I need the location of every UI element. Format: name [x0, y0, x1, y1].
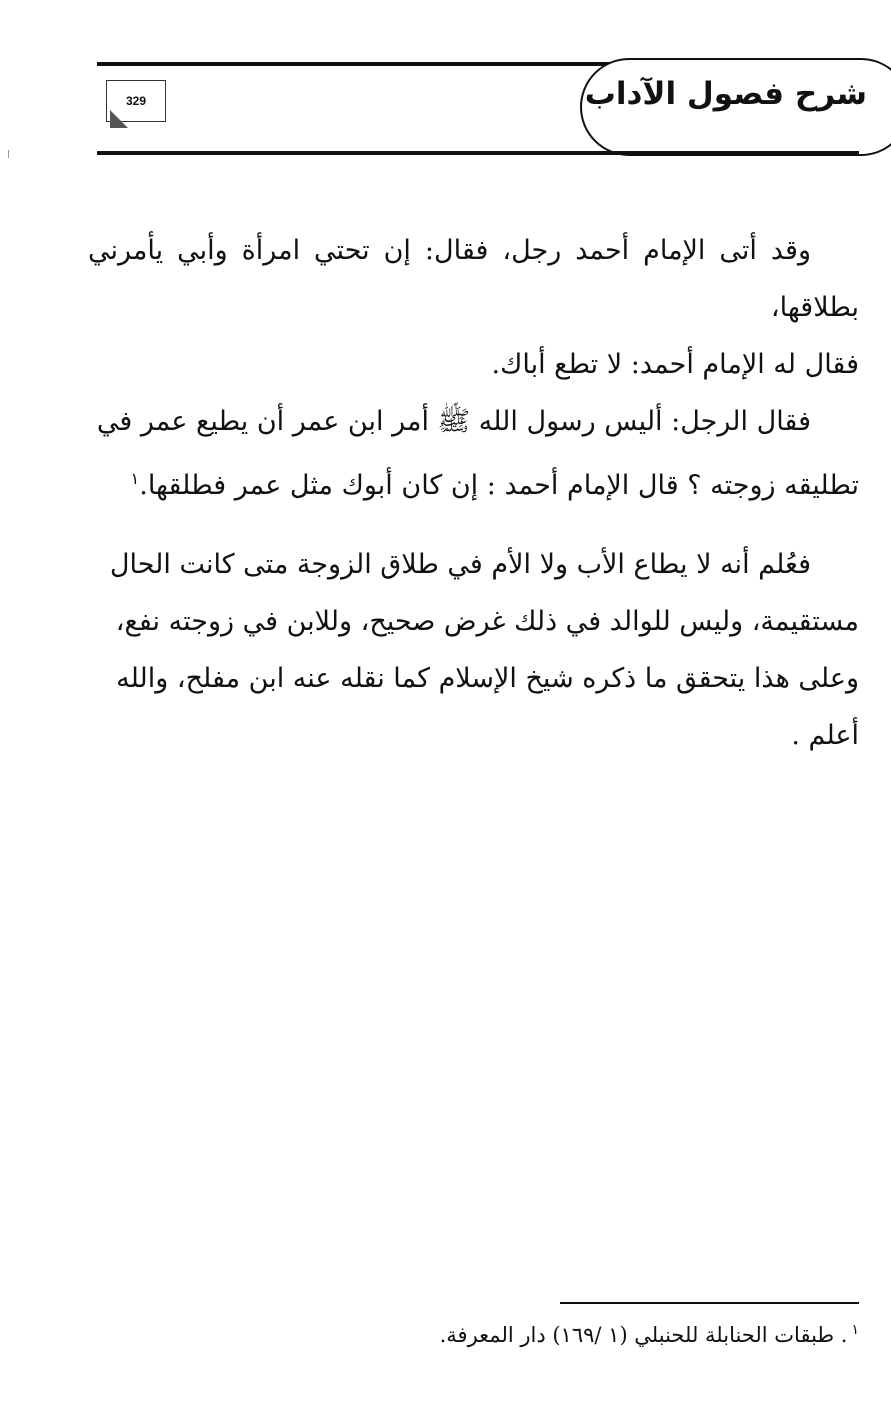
- paragraph-line: وعلى هذا يتحقق ما ذكره شيخ الإسلام كما نقله عنه ابن مفلح، والله: [116, 663, 859, 694]
- header-bottom-rule: [97, 151, 859, 155]
- page-corner-icon: [110, 110, 128, 128]
- paragraph-line: مستقيمة، وليس للوالد في ذلك غرض صحيح، وللابن في زوجته نفع،: [115, 606, 859, 637]
- paragraph-text: تطليقه زوجته ؟ قال الإمام أحمد : إن كان أبوك مثل عمر فطلقها.: [139, 470, 859, 501]
- footnote-separator: [560, 1302, 859, 1304]
- page-number: 329: [106, 80, 166, 122]
- book-title: شرح فصول الآداب: [584, 76, 867, 112]
- footnote-text: . طبقات الحنابلة للحنبلي (١ /١٦٩) دار المعرفة.: [439, 1323, 848, 1347]
- main-text: [88, 222, 859, 764]
- footnote: [440, 1322, 859, 1347]
- paragraph-line: [88, 450, 859, 514]
- paragraph-line: فقال الرجل: أليس رسول الله ﷺ أمر ابن عمر أن يطيع عمر في: [96, 406, 811, 437]
- footnote-reference: ١: [130, 469, 140, 488]
- paragraph-line: أعلم .: [791, 720, 859, 751]
- scan-mark: [8, 150, 13, 158]
- paragraph-line: فقال له الإمام أحمد: لا تطع أباك.: [491, 349, 859, 380]
- paragraph-line: فعُلم أنه لا يطاع الأب ولا الأم في طلاق الزوجة متى كانت الحال: [109, 549, 811, 580]
- footnote-marker: ١: [851, 1322, 859, 1338]
- paragraph-line: وقد أتى الإمام أحمد رجل، فقال: إن تحتي امرأة وأبي يأمرني بطلاقها،: [88, 235, 859, 323]
